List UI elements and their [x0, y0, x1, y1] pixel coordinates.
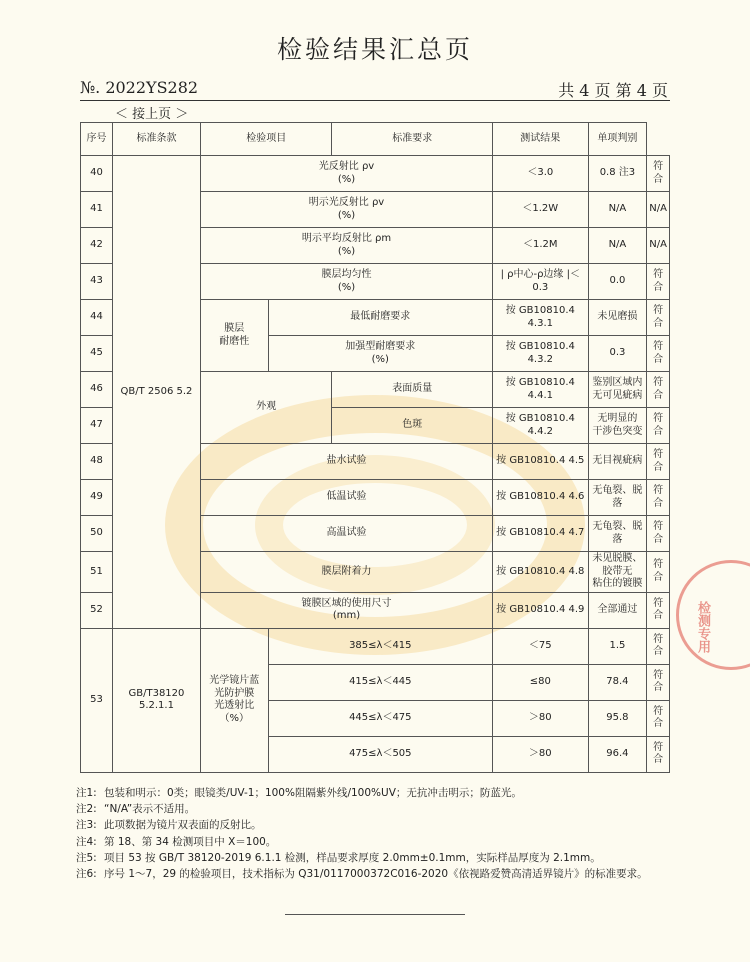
- judgement: 符合: [647, 156, 670, 192]
- row-number: 43: [81, 264, 113, 300]
- requirement: 按 GB10810.4 4.3.1: [493, 300, 588, 336]
- footnote-text: 此项数据为镜片双表面的反射比。: [104, 819, 262, 832]
- footnote-label: 注3:: [76, 819, 97, 832]
- judgement: 符合: [647, 264, 670, 300]
- judgement: 符合: [647, 372, 670, 408]
- row-number: 49: [81, 480, 113, 516]
- row-number: 51: [81, 552, 113, 593]
- results-table-body: [81, 123, 670, 773]
- judgement: 符合: [647, 336, 670, 372]
- requirement: | ρ中心-ρ边缘 |＜0.3: [493, 264, 588, 300]
- footnote-label: 注4:: [76, 835, 97, 848]
- requirement: 按 GB10810.4 4.9: [493, 592, 588, 628]
- test-result: 无明显的 干涉色突变: [588, 408, 647, 444]
- col-header-requirement: 标准要求: [332, 123, 493, 156]
- test-result: 全部通过: [588, 592, 647, 628]
- judgement: 符合: [647, 664, 670, 700]
- document-number: №. 2022YS282: [80, 78, 199, 97]
- footnote-text: “N/A”表示不适用。: [104, 803, 196, 816]
- judgement: 符合: [647, 516, 670, 552]
- test-item: 色斑: [332, 408, 493, 444]
- item-group-film-abrasion: 膜层 耐磨性: [200, 300, 268, 372]
- test-result: N/A: [588, 192, 647, 228]
- requirement: 按 GB10810.4 4.7: [493, 516, 588, 552]
- test-result: 95.8: [588, 700, 647, 736]
- requirement: 按 GB10810.4 4.4.1: [493, 372, 588, 408]
- wavelength-range: 445≤λ＜475: [268, 700, 492, 736]
- wavelength-range: 415≤λ＜445: [268, 664, 492, 700]
- judgement: 符合: [647, 408, 670, 444]
- footnote: [76, 866, 676, 882]
- footnote: [76, 834, 676, 850]
- judgement: 符合: [647, 628, 670, 664]
- footnote-label: 注2:: [76, 803, 97, 816]
- footnote: [76, 817, 676, 833]
- footnote-label: 注5:: [76, 851, 97, 864]
- requirement: ≤80: [493, 664, 588, 700]
- bottom-rule: [285, 914, 465, 915]
- row-number: 52: [81, 592, 113, 628]
- row-number: 50: [81, 516, 113, 552]
- col-header-standard: 标准条款: [112, 123, 200, 156]
- judgement: 符合: [647, 736, 670, 772]
- judgement: 符合: [647, 444, 670, 480]
- footnote: [76, 850, 676, 866]
- test-result: 无目视疵病: [588, 444, 647, 480]
- official-seal: 检测专用: [676, 560, 750, 670]
- test-result: 未见脱膜、胶带无 粘住的镀膜: [588, 552, 647, 593]
- test-result: 无龟裂、脱落: [588, 516, 647, 552]
- test-result: 0.0: [588, 264, 647, 300]
- row-number: 45: [81, 336, 113, 372]
- row-number: 44: [81, 300, 113, 336]
- requirement: ＞80: [493, 700, 588, 736]
- test-item: 明示光反射比 ρv (%): [200, 192, 492, 228]
- footnote-text: 第 18、第 34 检测项目中 X＝100。: [104, 835, 277, 848]
- requirement: ＞80: [493, 736, 588, 772]
- standard-clause: QB/T 2506 5.2: [112, 156, 200, 629]
- footnote: [76, 801, 676, 817]
- table-row: [81, 156, 670, 192]
- requirement: ＜1.2M: [493, 228, 588, 264]
- col-header-item: 检验项目: [200, 123, 331, 156]
- standard-clause: GB/T38120 5.2.1.1: [112, 628, 200, 772]
- test-result: 无龟裂、脱落: [588, 480, 647, 516]
- test-item: 高温试验: [200, 516, 492, 552]
- footnote-label: 注1:: [76, 787, 97, 799]
- col-header-result: 测试结果: [493, 123, 588, 156]
- test-item: 最低耐磨要求: [268, 300, 492, 336]
- item-group-appearance: 外观: [200, 372, 331, 444]
- test-result: 78.4: [588, 664, 647, 700]
- row-number: 40: [81, 156, 113, 192]
- test-item: 镀膜区域的使用尺寸 (mm): [200, 592, 492, 628]
- footnote: [76, 785, 676, 801]
- test-result: 鉴别区域内 无可见疵病: [588, 372, 647, 408]
- test-result: 0.8 注3: [588, 156, 647, 192]
- judgement: 符合: [647, 552, 670, 593]
- row-number: 48: [81, 444, 113, 480]
- test-item: 盐水试验: [200, 444, 492, 480]
- footnote-text: 序号 1～7，29 的检验项目，技术指标为 Q31/0117000372C016-2020《依视路爱赞高清适界镜片》的标准要求。: [104, 868, 648, 881]
- judgement: 符合: [647, 480, 670, 516]
- footnote-text: 包装和明示：0类；眼镜类/UV-1；100%阻隔紫外线/100%UV；无抗冲击明示；防蓝光。: [104, 787, 522, 799]
- judgement: 符合: [647, 300, 670, 336]
- header-rule: [80, 100, 670, 101]
- requirement: ＜3.0: [493, 156, 588, 192]
- col-header-judgement: 单项判别: [588, 123, 647, 156]
- test-result: 未见磨损: [588, 300, 647, 336]
- judgement: 符合: [647, 592, 670, 628]
- requirement: 按 GB10810.4 4.6: [493, 480, 588, 516]
- judgement: N/A: [647, 228, 670, 264]
- page-title: 检验结果汇总页: [276, 35, 473, 64]
- requirement: 按 GB10810.4 4.4.2: [493, 408, 588, 444]
- wavelength-range: 475≤λ＜505: [268, 736, 492, 772]
- test-item: 明示平均反射比 ρm (%): [200, 228, 492, 264]
- test-result: 96.4: [588, 736, 647, 772]
- col-header-no: 序号: [81, 123, 113, 156]
- item-group-blue-light: 光学镜片蓝 光防护膜 光透射比 （%）: [200, 628, 268, 772]
- wavelength-range: 385≤λ＜415: [268, 628, 492, 664]
- test-item: 表面质量: [332, 372, 493, 408]
- requirement: ＜1.2W: [493, 192, 588, 228]
- requirement: ＜75: [493, 628, 588, 664]
- test-item: 低温试验: [200, 480, 492, 516]
- footnotes: [76, 785, 676, 882]
- page-info: 共 4 页 第 4 页: [558, 81, 668, 100]
- table-row: [81, 628, 670, 664]
- requirement: 按 GB10810.4 4.8: [493, 552, 588, 593]
- test-result: 0.3: [588, 336, 647, 372]
- test-result: N/A: [588, 228, 647, 264]
- judgement: 符合: [647, 700, 670, 736]
- row-number: 47: [81, 408, 113, 444]
- results-table: [80, 122, 670, 773]
- test-item: 光反射比 ρv (%): [200, 156, 492, 192]
- footnote-text: 项目 53 按 GB/T 38120-2019 6.1.1 检测，样品要求厚度 2.0mm±0.1mm，实际样品厚度为 2.1mm。: [104, 851, 601, 864]
- test-result: 1.5: [588, 628, 647, 664]
- row-number: 46: [81, 372, 113, 408]
- table-header-row: [81, 123, 670, 156]
- requirement: 按 GB10810.4 4.3.2: [493, 336, 588, 372]
- footnote-label: 注6:: [76, 868, 97, 881]
- row-number: 53: [81, 628, 113, 772]
- test-item: 膜层附着力: [200, 552, 492, 593]
- judgement: N/A: [647, 192, 670, 228]
- continued-marker: ＜ 接上页 ＞: [115, 107, 189, 122]
- row-number: 42: [81, 228, 113, 264]
- test-item: 加强型耐磨要求 (%): [268, 336, 492, 372]
- requirement: 按 GB10810.4 4.5: [493, 444, 588, 480]
- test-item: 膜层均匀性 (%): [200, 264, 492, 300]
- row-number: 41: [81, 192, 113, 228]
